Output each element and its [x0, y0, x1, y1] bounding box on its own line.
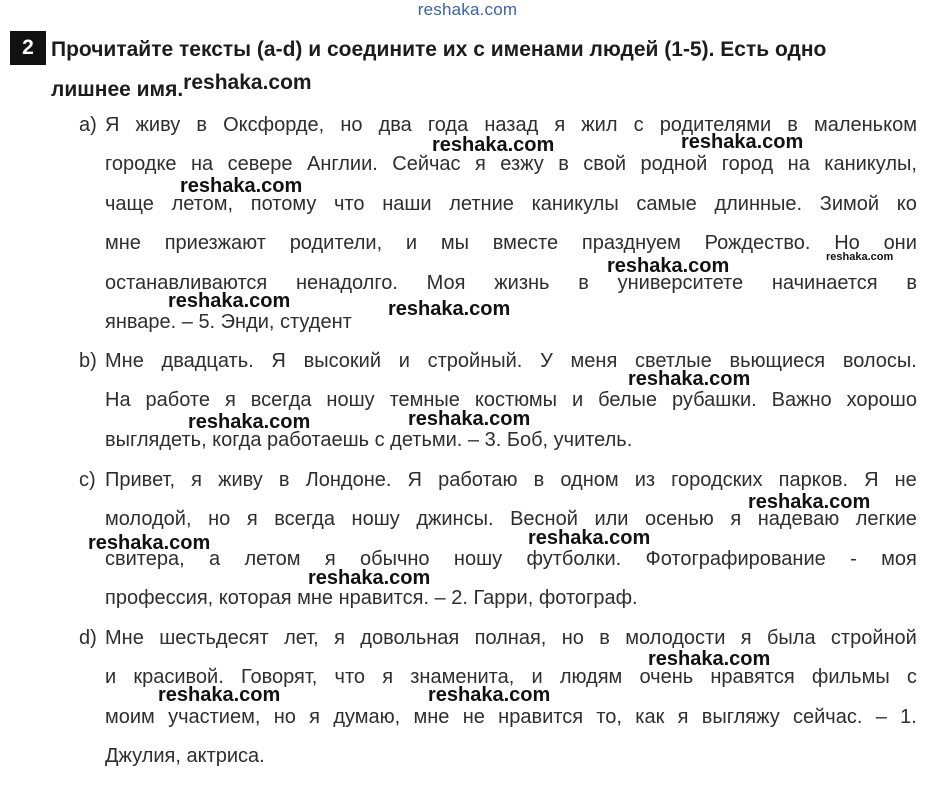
item-marker: d) [79, 627, 97, 649]
line-text: моим участием, но я думаю, мне не нравится то, как я выгляжу сейчас. – 1. [105, 705, 917, 728]
watermark: reshaka.com [748, 491, 871, 513]
watermark: reshaka.com [607, 255, 730, 277]
text-line [79, 619, 917, 658]
watermark: reshaka.com [88, 532, 211, 554]
line-text: городке на севере Англии. Сейчас я езжу в свой родной город на каникулы, [105, 153, 917, 176]
line-text: выглядеть, когда работаешь с детьми. – 3. Боб, учитель. [105, 428, 633, 451]
watermark: reshaka.com [308, 567, 431, 589]
line-text: свитера, а летом я обычно ношу футболки. Фотографирование - моя [105, 547, 917, 570]
line-text: Привет, я живу в Лондоне. Я работаю в одном из городских парков. Я не [105, 469, 917, 491]
site-header-watermark: reshaka.com [417, 0, 518, 19]
text-line [79, 579, 917, 618]
line-text: Я живу в Оксфорде, но два года назад я жил с родителями в маленьком [105, 114, 917, 136]
watermark: reshaka.com [681, 131, 804, 153]
line-text: молодой, но я всегда ношу джинсы. Весной или осенью я надеваю легкие [105, 508, 917, 531]
task-title-line: Прочитайте тексты (a-d) и соедините их с именами людей (1-5). Есть одно [51, 38, 827, 61]
line-text: Мне двадцать. Я высокий и стройный. У меня светлые вьющиеся волосы. [105, 350, 917, 372]
item-marker: a) [79, 114, 97, 136]
line-text: останавливаются ненадолго. Моя жизнь в университете начинается в [105, 271, 917, 294]
line-text: и красивой. Говорят, что я знаменита, и людям очень нравятся фильмы с [105, 666, 917, 689]
line-text: чаще летом, потому что наши летние каникулы самые длинные. Зимой ко [105, 192, 917, 215]
item-marker: c) [79, 469, 96, 491]
watermark: reshaka.com [528, 527, 651, 549]
task-title-line [51, 70, 921, 110]
text-line [79, 224, 917, 263]
task-title-text: лишнее имя. [51, 78, 184, 101]
line-text: профессия, которая мне нравится. – 2. Гарри, фотограф. [105, 587, 638, 610]
line-text: Джулия, актриса. [105, 745, 265, 768]
watermark: reshaka.com [168, 290, 291, 312]
watermark: reshaka.com [183, 71, 312, 94]
line-text: январе. – 5. Энди, студент [105, 311, 352, 334]
watermark: reshaka.com [158, 684, 281, 706]
line-text: Мне шестьдесят лет, я довольная полная, но в молодости я была стройной [105, 627, 917, 649]
task-number-badge: 2 [10, 31, 46, 65]
watermark: reshaka.com [648, 648, 771, 670]
text-line [79, 342, 917, 381]
line-text: На работе я всегда ношу темные костюмы и белые рубашки. Важно хорошо [105, 389, 917, 412]
watermark: reshaka.com [826, 251, 894, 263]
text-line [79, 737, 917, 776]
task-title [51, 30, 921, 110]
line-text: мне приезжают родители, и мы вместе празднуем Рождество. Но они [105, 232, 917, 255]
item-marker: b) [79, 350, 97, 372]
watermark: reshaka.com [628, 368, 751, 390]
watermark: reshaka.com [188, 411, 311, 433]
watermark: reshaka.com [428, 684, 551, 706]
watermark: reshaka.com [408, 408, 531, 430]
watermark: reshaka.com [388, 298, 511, 320]
text-item-b [79, 342, 917, 460]
watermark: reshaka.com [180, 175, 303, 197]
watermark: reshaka.com [432, 134, 555, 156]
